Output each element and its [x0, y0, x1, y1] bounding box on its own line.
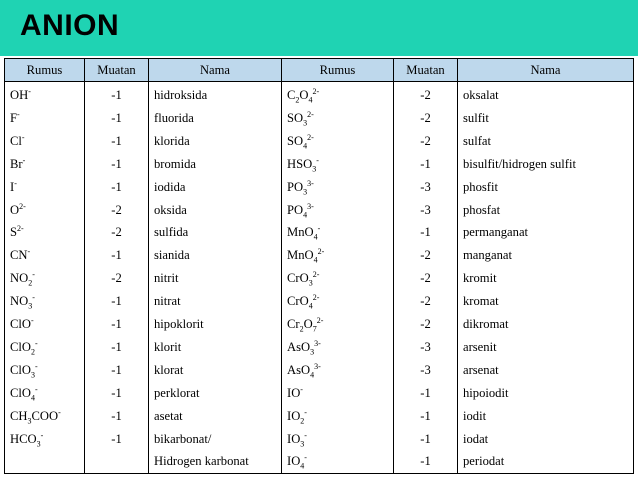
formula-charge: 2- [307, 109, 314, 119]
formula-cell [5, 359, 85, 382]
name-cell: bikarbonat/ [149, 427, 282, 450]
formula-symbol: SO [287, 111, 304, 126]
formula-cell [5, 176, 85, 199]
formula-symbol: ClO [10, 385, 31, 400]
formula-cell [5, 153, 85, 176]
charge-cell: -3 [394, 336, 458, 359]
formula-charge: - [31, 315, 34, 325]
formula-cell [5, 290, 85, 313]
formula-symbol: OH [10, 88, 29, 103]
formula-symbol: ClO [10, 317, 31, 332]
formula-charge: 2- [312, 86, 320, 96]
header-muatan-right: Muatan [394, 59, 458, 82]
name-cell: iodida [149, 176, 282, 199]
name-cell: sulfit [458, 107, 634, 130]
formula-subscript: 4 [308, 301, 313, 311]
charge-cell: -1 [394, 427, 458, 450]
formula-symbol: NO [10, 271, 29, 286]
formula-symbol: O [299, 88, 309, 103]
formula-symbol: ClO [10, 362, 31, 377]
formula-cell [282, 198, 394, 221]
name-cell: dikromat [458, 313, 634, 336]
charge-cell: -2 [394, 313, 458, 336]
charge-cell: -1 [394, 404, 458, 427]
formula-subscript: 2 [31, 347, 35, 357]
formula-cell [282, 221, 394, 244]
formula-symbol: O [10, 202, 20, 217]
formula-subscript: 4 [313, 255, 318, 265]
formula-subscript: 3 [310, 347, 315, 357]
charge-cell: -1 [394, 450, 458, 473]
header-nama-left: Nama [149, 59, 282, 82]
name-cell: klorida [149, 130, 282, 153]
name-cell: klorit [149, 336, 282, 359]
formula-charge: 2- [317, 247, 325, 257]
formula-symbol: COO [31, 408, 59, 423]
formula-symbol: AsO [287, 339, 311, 354]
formula-symbol: IO [287, 385, 301, 400]
name-cell: hipoklorit [149, 313, 282, 336]
formula-charge: 3- [314, 338, 321, 348]
formula-subscript: 4 [308, 95, 313, 105]
name-cell: hidroksida [149, 82, 282, 107]
formula-cell [5, 267, 85, 290]
table-row [5, 176, 634, 199]
charge-cell: -1 [85, 107, 149, 130]
formula-cell [282, 176, 394, 199]
title-bar [0, 0, 638, 56]
charge-cell: -2 [394, 290, 458, 313]
formula-charge: - [316, 155, 319, 165]
charge-cell: -1 [85, 176, 149, 199]
name-cell: sianida [149, 244, 282, 267]
formula-subscript: 2 [299, 324, 304, 334]
charge-cell: -1 [85, 82, 149, 107]
table-row [5, 221, 634, 244]
table-row [5, 198, 634, 221]
formula-charge: 2- [312, 270, 320, 280]
name-cell: arsenat [458, 359, 634, 382]
charge-cell: -2 [394, 107, 458, 130]
table-row [5, 267, 634, 290]
formula-cell [282, 313, 394, 336]
formula-charge: - [35, 338, 38, 348]
charge-cell: -2 [85, 267, 149, 290]
name-cell: permanganat [458, 221, 634, 244]
formula-cell [5, 221, 85, 244]
formula-charge: - [40, 430, 44, 440]
formula-symbol: NO [10, 294, 29, 309]
formula-symbol: Cl [10, 133, 22, 148]
formula-cell [5, 107, 85, 130]
formula-symbol: AsO [287, 362, 311, 377]
name-cell: iodit [458, 404, 634, 427]
formula-symbol: CrO [287, 271, 309, 286]
formula-charge: - [58, 407, 61, 417]
charge-cell: -1 [85, 336, 149, 359]
formula-charge: 3- [307, 201, 314, 211]
formula-symbol: O [303, 317, 313, 332]
formula-charge: - [22, 155, 26, 165]
header-muatan-left: Muatan [85, 59, 149, 82]
formula-symbol: ClO [10, 339, 31, 354]
formula-subscript: 3 [300, 439, 305, 449]
table-row [5, 290, 634, 313]
formula-cell [282, 404, 394, 427]
formula-symbol: HSO [287, 156, 313, 171]
formula-symbol: HCO [10, 431, 37, 446]
charge-cell: -1 [85, 313, 149, 336]
table-row [5, 130, 634, 153]
charge-cell: -1 [394, 382, 458, 405]
name-cell: phosfit [458, 176, 634, 199]
formula-cell [282, 382, 394, 405]
formula-cell [282, 107, 394, 130]
formula-subscript: 4 [300, 461, 305, 471]
formula-cell [5, 130, 85, 153]
formula-cell [282, 290, 394, 313]
formula-subscript: 3 [308, 278, 313, 288]
formula-subscript: 3 [36, 439, 41, 449]
table-row [5, 336, 634, 359]
formula-cell [5, 336, 85, 359]
formula-symbol: IO [287, 454, 301, 469]
table-row [5, 382, 634, 405]
formula-charge: 3- [314, 361, 321, 371]
formula-subscript: 3 [303, 118, 308, 128]
formula-charge: 2- [19, 201, 26, 211]
charge-cell: -1 [394, 153, 458, 176]
charge-cell: -3 [394, 359, 458, 382]
formula-symbol: PO [287, 202, 304, 217]
anion-table [4, 58, 634, 474]
formula-cell [282, 267, 394, 290]
header-rumus-left: Rumus [5, 59, 85, 82]
formula-charge: 2- [312, 292, 320, 302]
name-cell: hipoiodit [458, 382, 634, 405]
formula-charge: 2- [307, 132, 314, 142]
charge-cell: -2 [85, 221, 149, 244]
charge-cell: -1 [85, 244, 149, 267]
table-row [5, 82, 634, 107]
formula-subscript: 3 [27, 416, 32, 426]
name-cell: phosfat [458, 198, 634, 221]
charge-cell: -2 [394, 267, 458, 290]
formula-subscript: 4 [31, 393, 35, 403]
name-cell: fluorida [149, 107, 282, 130]
formula-symbol: I [10, 179, 15, 194]
charge-cell: -1 [85, 359, 149, 382]
charge-cell: -1 [85, 130, 149, 153]
name-cell: kromat [458, 290, 634, 313]
formula-cell [282, 336, 394, 359]
formula-cell [282, 153, 394, 176]
name-cell: bisulfit/hidrogen sulfit [458, 153, 634, 176]
formula-symbol: PO [287, 179, 304, 194]
charge-cell: -3 [394, 198, 458, 221]
formula-charge: - [32, 270, 35, 280]
formula-symbol: CN [10, 248, 28, 263]
name-cell: oksalat [458, 82, 634, 107]
formula-cell [282, 359, 394, 382]
header-rumus-right: Rumus [282, 59, 394, 82]
formula-charge: - [35, 361, 38, 371]
formula-charge: - [35, 384, 38, 394]
formula-symbol: Cr [287, 317, 300, 332]
formula-symbol: MnO [287, 225, 314, 240]
name-cell: perklorat [149, 382, 282, 405]
formula-symbol: F [10, 111, 18, 126]
formula-charge: - [32, 292, 35, 302]
charge-cell [85, 450, 149, 473]
charge-cell: -2 [85, 198, 149, 221]
formula-symbol: S [10, 225, 18, 240]
charge-cell: -1 [85, 290, 149, 313]
name-cell: Hidrogen karbonat [149, 450, 282, 473]
name-cell: sulfida [149, 221, 282, 244]
name-cell: asetat [149, 404, 282, 427]
table-row [5, 313, 634, 336]
formula-symbol: CrO [287, 294, 309, 309]
formula-charge: - [21, 132, 25, 142]
formula-charge: - [14, 178, 17, 188]
table-row [5, 153, 634, 176]
formula-charge: 2- [17, 224, 24, 234]
formula-cell [5, 198, 85, 221]
anion-table-container [4, 58, 633, 474]
formula-charge: - [304, 430, 307, 440]
formula-subscript: 3 [28, 301, 33, 311]
table-row [5, 107, 634, 130]
charge-cell: -2 [394, 130, 458, 153]
charge-cell: -2 [394, 82, 458, 107]
formula-charge: - [17, 109, 20, 119]
table-row [5, 404, 634, 427]
formula-charge: - [304, 407, 307, 417]
name-cell: manganat [458, 244, 634, 267]
table-row [5, 450, 634, 473]
formula-subscript: 2 [300, 416, 305, 426]
formula-subscript: 4 [313, 233, 318, 242]
formula-subscript: 3 [303, 187, 308, 197]
formula-cell [5, 382, 85, 405]
name-cell: nitrit [149, 267, 282, 290]
formula-subscript: 4 [310, 370, 315, 380]
name-cell: arsenit [458, 336, 634, 359]
formula-cell [282, 244, 394, 267]
charge-cell: -3 [394, 176, 458, 199]
table-row [5, 359, 634, 382]
table-row [5, 244, 634, 267]
formula-charge: - [28, 86, 31, 96]
formula-cell [5, 404, 85, 427]
name-cell: klorat [149, 359, 282, 382]
formula-charge: - [27, 247, 31, 257]
formula-symbol: C [287, 88, 296, 103]
formula-cell [5, 244, 85, 267]
charge-cell: -1 [85, 153, 149, 176]
header-nama-right: Nama [458, 59, 634, 82]
formula-symbol: Br [10, 156, 23, 171]
formula-subscript: 2 [28, 278, 33, 288]
table-header-row [5, 59, 634, 82]
formula-subscript: 4 [303, 141, 308, 151]
name-cell: oksida [149, 198, 282, 221]
formula-charge: - [317, 224, 321, 234]
formula-subscript: 2 [295, 95, 300, 105]
formula-cell [5, 450, 85, 473]
name-cell: bromida [149, 153, 282, 176]
formula-subscript: 7 [312, 324, 317, 334]
formula-subscript: 4 [303, 210, 308, 220]
formula-charge: - [300, 384, 303, 394]
name-cell: kromit [458, 267, 634, 290]
formula-charge: 3- [307, 178, 314, 188]
name-cell: nitrat [149, 290, 282, 313]
charge-cell: -1 [85, 404, 149, 427]
formula-symbol: CH [10, 408, 28, 423]
formula-charge: - [304, 453, 307, 463]
formula-subscript: 3 [312, 164, 317, 174]
table-body [5, 82, 634, 474]
formula-cell [282, 82, 394, 107]
formula-symbol: SO [287, 133, 304, 148]
formula-symbol: IO [287, 408, 301, 423]
formula-symbol: IO [287, 431, 301, 446]
formula-cell [282, 427, 394, 450]
charge-cell: -2 [394, 244, 458, 267]
page-title: ANION [20, 9, 120, 42]
table-row [5, 427, 634, 450]
formula-symbol: MnO [287, 248, 314, 263]
charge-cell: -1 [85, 427, 149, 450]
name-cell: iodat [458, 427, 634, 450]
charge-cell: -1 [394, 221, 458, 244]
formula-cell [282, 130, 394, 153]
formula-cell [5, 427, 85, 450]
formula-cell [5, 82, 85, 107]
charge-cell: -1 [85, 382, 149, 405]
name-cell: sulfat [458, 130, 634, 153]
formula-charge: 2- [316, 315, 324, 325]
formula-cell [282, 450, 394, 473]
name-cell: periodat [458, 450, 634, 473]
formula-subscript: 3 [31, 370, 35, 380]
formula-cell [5, 313, 85, 336]
